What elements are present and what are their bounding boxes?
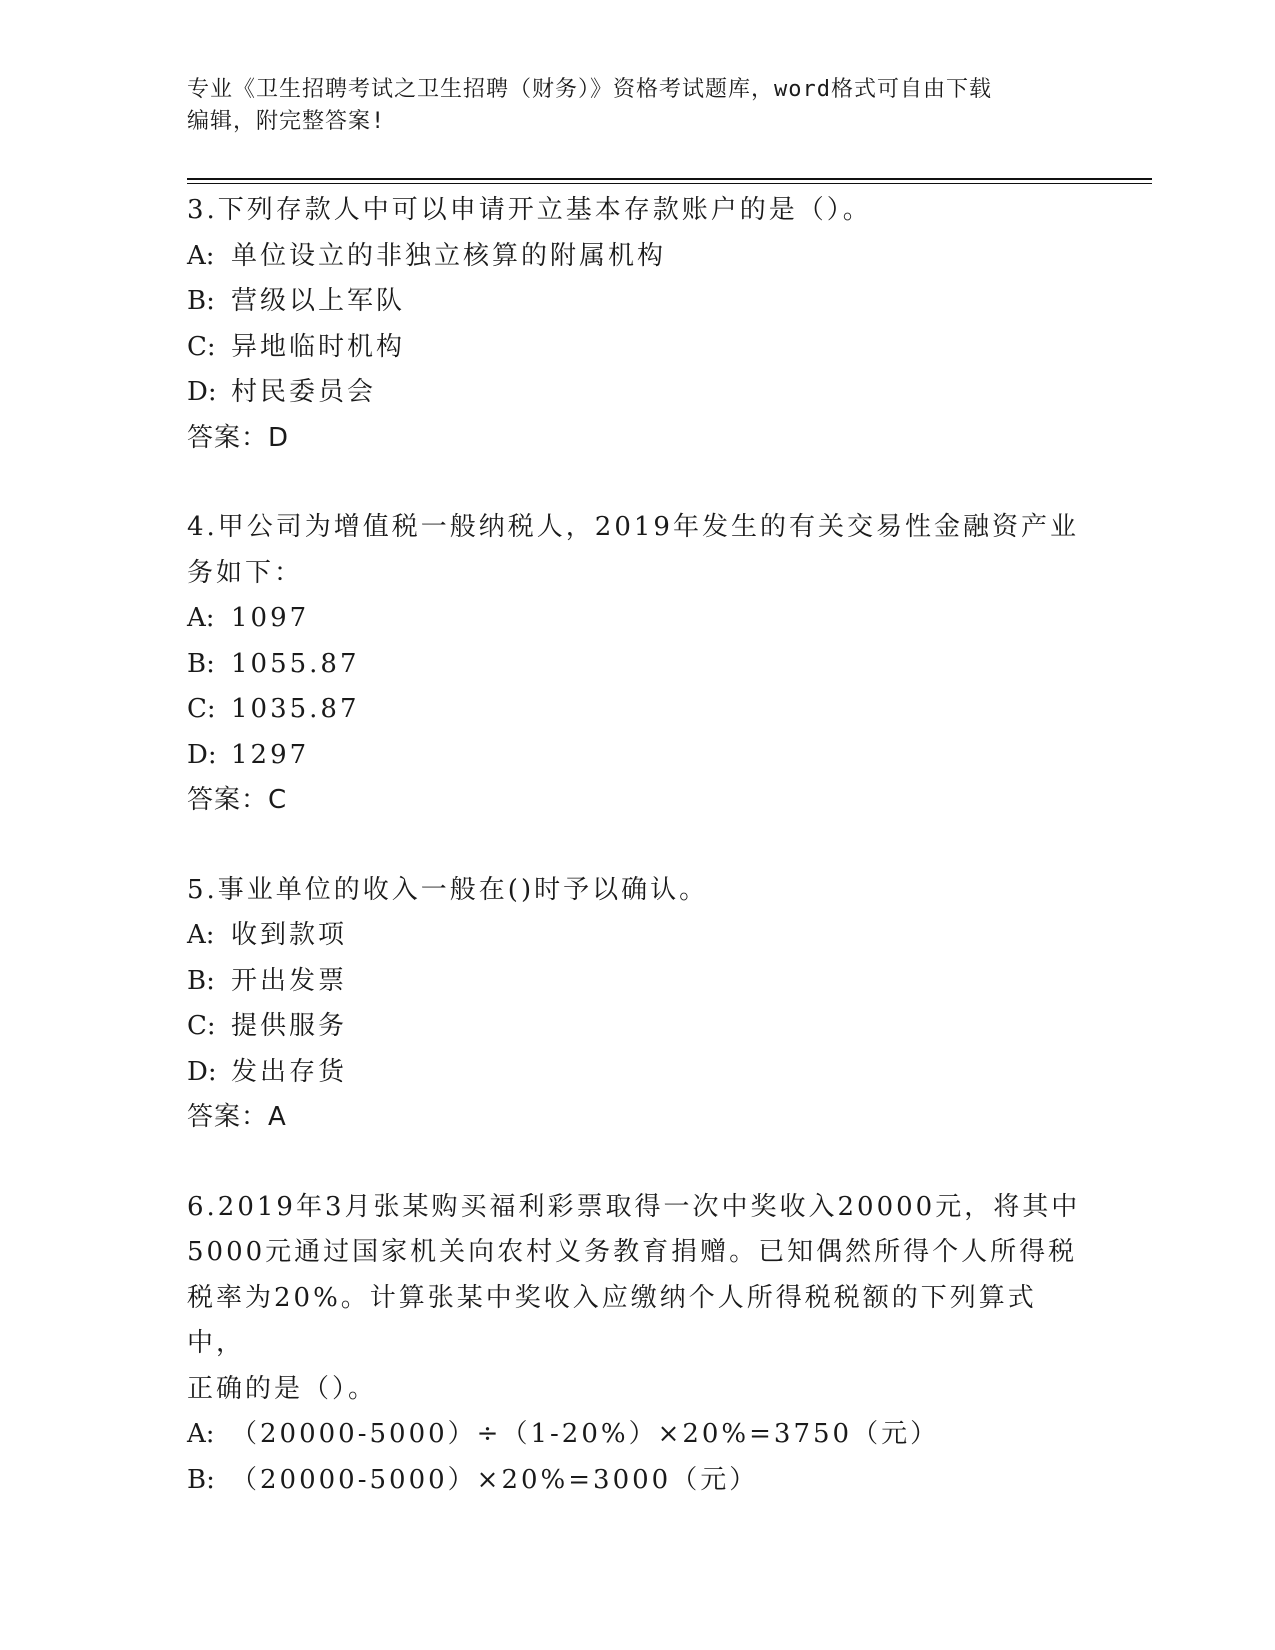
question-text: 5000元通过国家机关向农村义务教育捐赠。已知偶然所得个人所得税: [187, 1237, 1078, 1267]
option-text: 村民委员会: [231, 377, 377, 407]
option-c: [187, 325, 1087, 371]
option-letter: C:: [187, 1011, 216, 1041]
question-list: [187, 188, 1087, 1547]
question-text: 务如下：: [187, 557, 304, 588]
option-text: 1055.87: [231, 648, 360, 679]
option-c: [187, 1004, 1087, 1050]
option-d: [187, 1050, 1087, 1096]
option-letter: C:: [187, 331, 216, 362]
option-letter: B:: [187, 1464, 215, 1495]
option-text: 1097: [231, 603, 310, 633]
option-letter: A:: [187, 603, 215, 633]
option-letter: D:: [187, 377, 217, 407]
option-letter: A:: [187, 920, 215, 950]
option-letter: A:: [187, 1419, 215, 1449]
answer-line: 答案：D: [187, 422, 290, 453]
option-a: [187, 596, 1087, 642]
question-text: 3.下列存款人中可以申请开立基本存款账户的是（）。: [187, 195, 872, 225]
option-a: [187, 913, 1087, 959]
option-text: 单位设立的非独立核算的附属机构: [231, 240, 667, 271]
option-d: [187, 370, 1087, 416]
question-6: [187, 1185, 1087, 1504]
answer-line: 答案：A: [187, 1102, 287, 1132]
option-b: [187, 279, 1087, 325]
option-text: 发出存货: [231, 1056, 348, 1087]
option-text: 异地临时机构: [231, 331, 406, 362]
option-letter: B:: [187, 286, 215, 316]
question-3: [187, 188, 1087, 461]
header-rule-thin: [187, 183, 1152, 184]
question-5: [187, 868, 1087, 1141]
option-letter: A:: [187, 240, 215, 271]
header-line-2: 编辑，附完整答案!: [187, 109, 386, 134]
question-text: 5.事业单位的收入一般在()时予以确认。: [187, 874, 709, 905]
question-4: [187, 505, 1087, 824]
option-letter: D:: [187, 739, 217, 770]
option-text: 1297: [231, 739, 310, 770]
option-text: （20000-5000）÷（1-20%）×20%=3750（元）: [231, 1419, 940, 1449]
document-header: [187, 74, 1077, 138]
answer-line: 答案：C: [187, 785, 288, 815]
option-c: [187, 687, 1087, 733]
option-b: [187, 1458, 1087, 1504]
option-text: 收到款项: [231, 920, 348, 950]
question-text: 正确的是（）。: [187, 1373, 378, 1404]
option-d: [187, 733, 1087, 779]
header-rule-thick: [187, 178, 1152, 180]
option-letter: D:: [187, 1056, 217, 1087]
option-b: [187, 959, 1087, 1005]
option-text: 营级以上军队: [231, 286, 406, 316]
option-text: 1035.87: [231, 694, 360, 724]
option-text: （20000-5000）×20%=3000（元）: [231, 1464, 759, 1495]
option-a: [187, 234, 1087, 280]
option-letter: B:: [187, 965, 215, 996]
question-text: 6.2019年3月张某购买福利彩票取得一次中奖收入20000元，将其中: [187, 1191, 1081, 1222]
option-a: [187, 1412, 1087, 1458]
option-b: [187, 642, 1087, 688]
question-text: 税率为20%。计算张某中奖收入应缴纳个人所得税税额的下列算式中，: [187, 1282, 1037, 1358]
option-text: 提供服务: [231, 1011, 348, 1041]
option-letter: B:: [187, 648, 215, 679]
option-letter: C:: [187, 694, 216, 724]
header-line-1: 专业《卫生招聘考试之卫生招聘（财务）》资格考试题库，word格式可自由下载: [187, 77, 992, 102]
question-text: 4.甲公司为增值税一般纳税人，2019年发生的有关交易性金融资产业: [187, 512, 1079, 542]
option-text: 开出发票: [231, 965, 348, 996]
